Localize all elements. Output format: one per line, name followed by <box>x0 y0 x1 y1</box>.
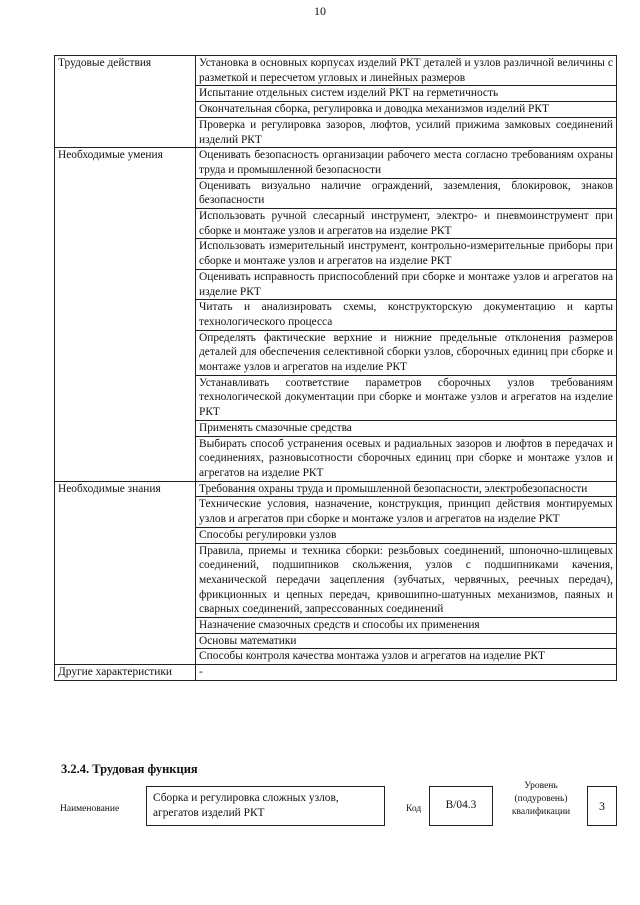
skill-item: Использовать измерительный инструмент, контрольно-измерительные приборы при сборке и монтаже узлов и агрегатов на изделие РКТ <box>196 239 617 269</box>
labor-function-header <box>54 781 617 832</box>
knowledge-item: Технические условия, назначение, конструкция, принцип действия монтируемых узлов и агрегатов при сборке и монтаже узлов и агрегатов на изделие РКТ <box>196 497 617 527</box>
knowledge-item: Требования охраны труда и промышленной безопасности, электробезопасности <box>196 481 617 497</box>
row-label-other: Другие характеристики <box>55 665 196 681</box>
knowledge-item: Правила, приемы и техника сборки: резьбовых соединений, шпоночно-шлицевых соединений, подшипников скольжения, узлов с подшипниками качения, механической передачи зацепления (зубчатых, червячных, реечных передач), фрикционных и цепных передач, кривошипно-шатунных механизмов, паяных и сварных соединений, запрессованных соединений <box>196 543 617 618</box>
skill-item: Устанавливать соответствие параметров сборочных узлов требованиям технологической документации при сборке и монтаже узлов и агрегатов на изделие РКТ <box>196 375 617 420</box>
knowledge-item: Способы контроля качества монтажа узлов и агрегатов на изделие РКТ <box>196 649 617 665</box>
skill-item: Использовать ручной слесарный инструмент, электро- и пневмоинструмент при сборке и монтаже узлов и агрегатов на изделие РКТ <box>196 209 617 239</box>
table-row <box>55 148 617 178</box>
row-label-skills: Необходимые умения <box>55 148 196 481</box>
qualification-level-label: Уровень (подуровень) квалификации <box>511 781 571 817</box>
page-number: 10 <box>314 4 326 18</box>
knowledge-item: Способы регулировки узлов <box>196 527 617 543</box>
skill-item: Определять фактические верхние и нижние предельные отклонения размеров деталей для обеспечения селективной сборки узлов, сборочных единиц при сборке и монтаже узлов и агрегатов на изделие РКТ <box>196 330 617 375</box>
skill-item: Выбирать способ устранения осевых и радиальных зазоров и люфтов в передачах и соединениях, разновысотности сборочных единиц при сборке и монтаже узлов и агрегатов на изделие РКТ <box>196 436 617 481</box>
qualification-level-box: 3 <box>587 786 617 826</box>
row-label-labor-actions: Трудовые действия <box>55 56 196 148</box>
skill-item: Оценивать визуально наличие ограждений, заземления, блокировок, знаков безопасности <box>196 178 617 208</box>
labor-action-item: Проверка и регулировка зазоров, люфтов, усилий прижима замковых соединений изделий РКТ <box>196 117 617 147</box>
section-heading: 3.2.4. Трудовая функция <box>61 762 198 776</box>
labor-action-item: Установка в основных корпусах изделий РКТ деталей и узлов различной величины с разметкой и пересчетом угловых и линейных размеров <box>196 56 617 86</box>
skill-item: Оценивать безопасность организации рабочего места согласно требованиям охраны труда и промышленной безопасности <box>196 148 617 178</box>
table-row <box>55 481 617 497</box>
table-row <box>55 56 617 86</box>
skill-item: Читать и анализировать схемы, конструкторскую документацию и карты технологического процесса <box>196 300 617 330</box>
function-code-box: В/04.3 <box>429 786 493 826</box>
other-characteristics-value: - <box>196 665 617 681</box>
table-row <box>55 665 617 681</box>
skill-item: Оценивать исправность приспособлений при сборке и монтаже узлов и агрегатов на изделие РКТ <box>196 269 617 299</box>
skill-item: Применять смазочные средства <box>196 420 617 436</box>
row-label-knowledge: Необходимые знания <box>55 481 196 664</box>
function-name-box: Сборка и регулировка сложных узлов, агрегатов изделий РКТ <box>146 786 385 826</box>
labor-action-item: Испытание отдельных систем изделий РКТ на герметичность <box>196 86 617 102</box>
knowledge-item: Назначение смазочных средств и способы их применения <box>196 618 617 634</box>
code-label: Код <box>406 804 422 814</box>
knowledge-item: Основы математики <box>196 633 617 649</box>
name-label: Наименование <box>60 804 120 814</box>
labor-function-table <box>54 55 617 681</box>
labor-action-item: Окончательная сборка, регулировка и доводка механизмов изделий РКТ <box>196 102 617 118</box>
